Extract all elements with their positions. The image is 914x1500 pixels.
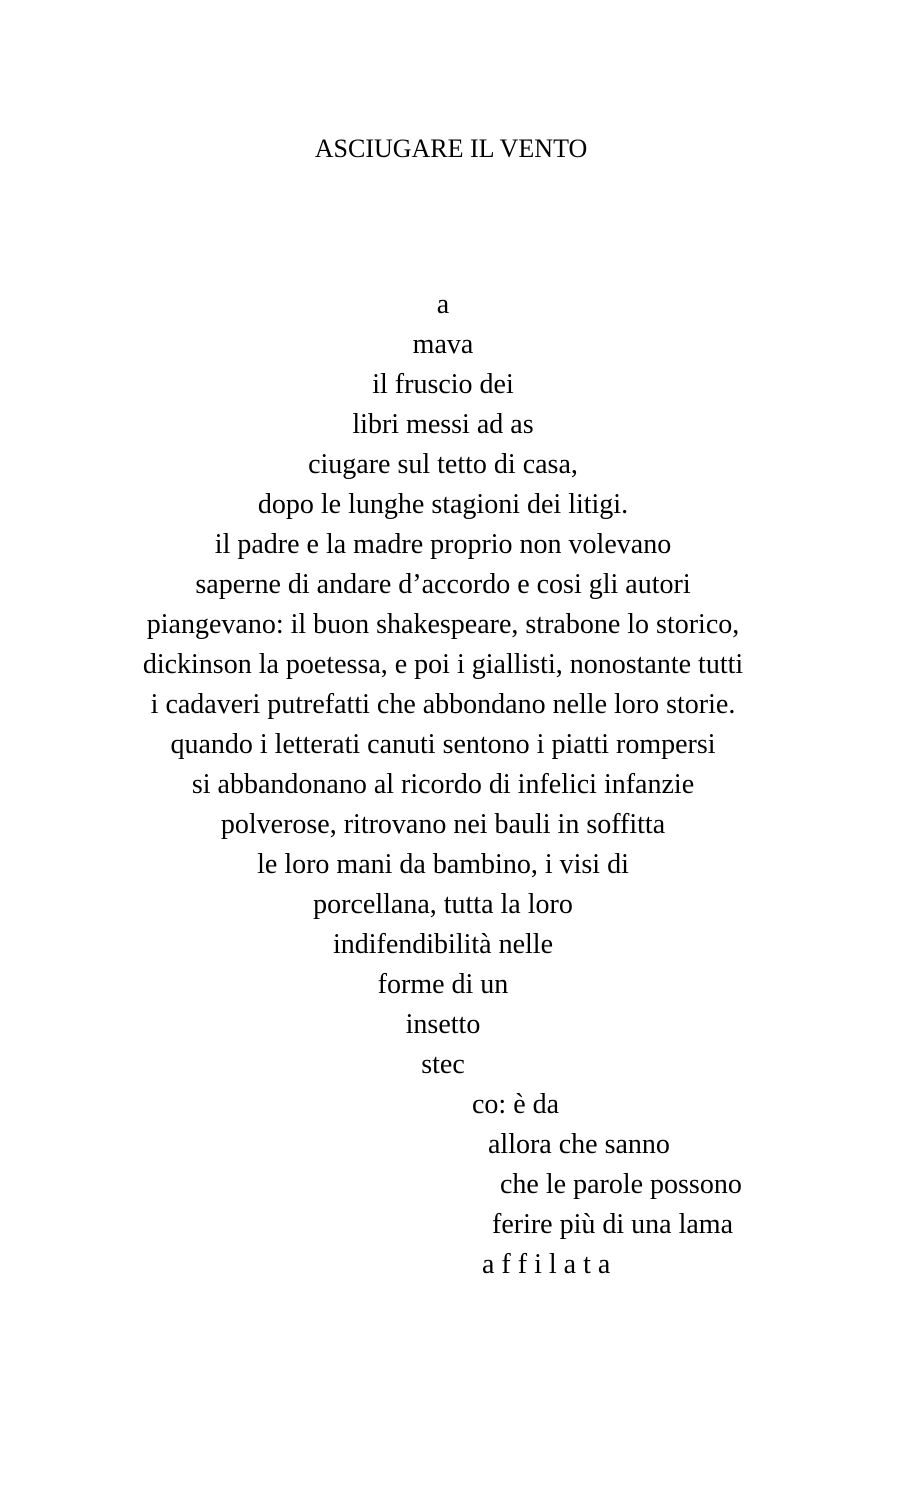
poem-line: si abbandonano al ricordo di infelici infanzie <box>191 769 695 800</box>
poem-line: che le parole possono <box>500 1169 742 1200</box>
poem-line: quando i letterati canuti sentono i piatti rompersi <box>170 729 716 760</box>
poem-line: stec <box>421 1049 465 1080</box>
poem-line: il padre e la madre proprio non volevano <box>214 529 672 560</box>
poem-line: il fruscio dei <box>372 369 514 400</box>
poem-title: ASCIUGARE IL VENTO <box>314 134 588 163</box>
poem-line: polverose, ritrovano nei bauli in soffitta <box>220 809 666 840</box>
poem-line: insetto <box>405 1009 481 1040</box>
poem-body <box>0 285 914 1285</box>
poem-line: libri messi ad as <box>352 409 534 440</box>
poem-line: dickinson la poetessa, e poi i giallisti, nonostante tutti <box>142 649 744 680</box>
poem-line: indifendibilità nelle <box>332 929 554 960</box>
poem-line: le loro mani da bambino, i visi di <box>257 849 629 880</box>
poem-line: co: è da <box>472 1089 560 1120</box>
poem-line: a <box>436 289 450 320</box>
poem-line: dopo le lunghe stagioni dei litigi. <box>257 489 629 520</box>
poem-line: porcellana, tutta la loro <box>313 889 573 920</box>
poem-line: allora che sanno <box>488 1129 670 1160</box>
poem-line: ferire più di una lama <box>492 1209 734 1240</box>
poem-line: piangevano: il buon shakespeare, strabone lo storico, <box>146 609 740 640</box>
poem-line: mava <box>412 329 474 360</box>
poem-line: a f f i l a t a <box>482 1249 611 1280</box>
poem-line: i cadaveri putrefatti che abbondano nelle loro storie. <box>150 689 736 720</box>
poem-line: forme di un <box>377 969 509 1000</box>
poem-line: saperne di andare d’accordo e cosi gli autori <box>195 569 691 600</box>
poem-line: ciugare sul tetto di casa, <box>308 449 578 480</box>
